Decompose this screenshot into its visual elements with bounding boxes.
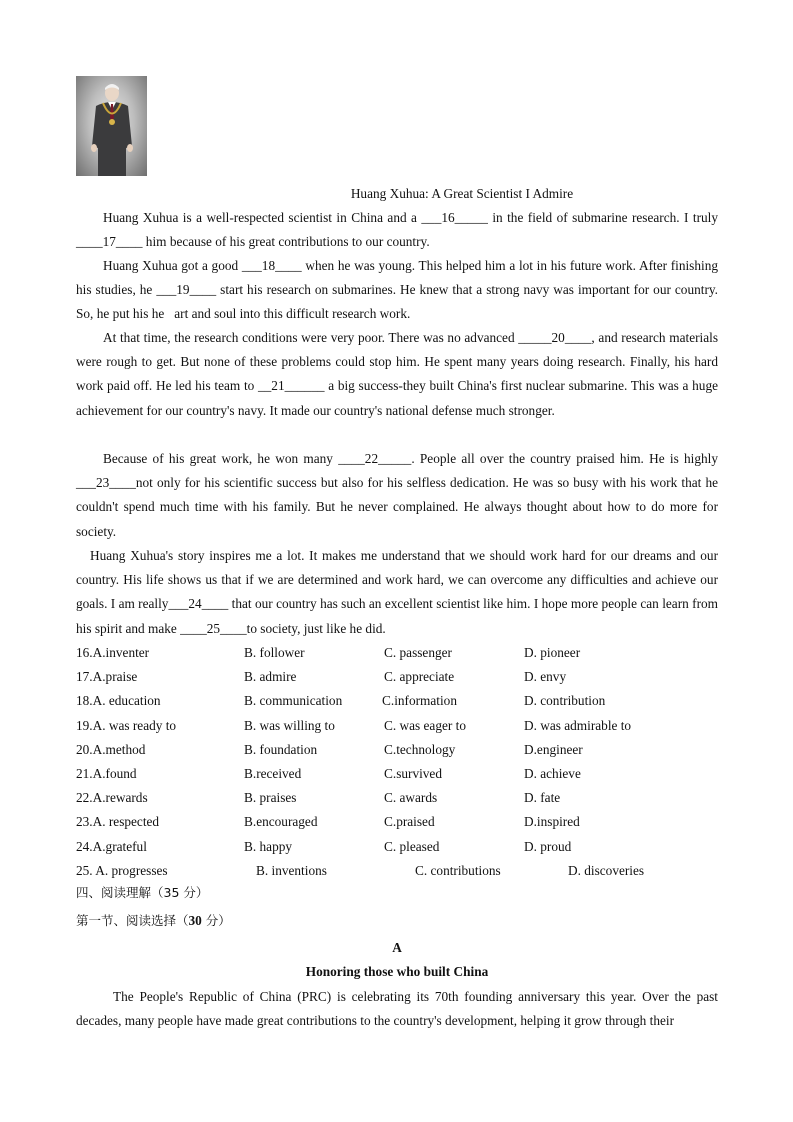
- option-b: B.received: [244, 765, 302, 781]
- option-c: C. contributions: [415, 862, 501, 878]
- option-d: D. discoveries: [568, 862, 645, 878]
- question-24-options: [76, 835, 718, 859]
- question-19-options: [76, 714, 718, 738]
- option-b: B. praises: [244, 790, 297, 806]
- option-b: B. happy: [244, 838, 293, 854]
- option-a: 21.A.found: [76, 765, 137, 781]
- option-d: D. fate: [524, 790, 561, 806]
- article-paragraph-1: Huang Xuhua is a well-respected scientist in China and a ___16_____ in the field of submarine research. I truly ____17____ him because of his great contributions to our country.: [76, 210, 718, 250]
- option-a: 19.A. was ready to: [76, 717, 177, 733]
- option-b: B. was willing to: [244, 717, 335, 733]
- option-d: D. achieve: [524, 765, 581, 781]
- question-22-options: [76, 786, 718, 810]
- option-d: D. was admirable to: [524, 717, 632, 733]
- option-b: B. inventions: [256, 862, 327, 878]
- option-c: C.technology: [384, 741, 456, 757]
- option-c: C.survived: [384, 765, 442, 781]
- option-c: C. was eager to: [384, 717, 466, 733]
- option-d: D. envy: [524, 669, 567, 685]
- passage-paragraph: The People's Republic of China (PRC) is celebrating its 70th founding anniversary this year. Over the past decades, many people have made great contributions to the country's development, helping it grow through their: [76, 989, 718, 1029]
- passage-title: Honoring those who built China: [305, 964, 489, 979]
- option-a: 24.A.grateful: [76, 838, 147, 854]
- option-b: B.encouraged: [244, 814, 318, 830]
- option-c: C. pleased: [384, 838, 440, 854]
- option-c: C. awards: [384, 790, 438, 806]
- article-title: Huang Xuhua: A Great Scientist I Admire: [350, 186, 574, 201]
- option-b: B. communication: [244, 693, 343, 709]
- option-d: D. contribution: [524, 693, 606, 709]
- option-c: C. passenger: [384, 645, 452, 660]
- option-a: 17.A.praise: [76, 669, 138, 685]
- option-a: 23.A. respected: [76, 814, 160, 830]
- section-heading: 四、阅读理解（35 分）: [76, 885, 209, 900]
- passage-label: A: [392, 940, 402, 955]
- article-paragraph-2: Huang Xuhua got a good ___18____ when he was young. This helped him a lot in his future work. After finishing his studies, he ___19____ start his research on submarines. He knew that a strong navy was important for our country. So, he put his he art and soul into this difficult research work.: [76, 258, 718, 322]
- question-20-options: [76, 738, 718, 762]
- section-subheading: [76, 909, 231, 933]
- question-23-options: [76, 810, 718, 834]
- subheading-prefix: 第一节、阅读选择（: [76, 913, 189, 928]
- option-d: D. proud: [524, 838, 572, 854]
- question-16-options: [76, 641, 718, 665]
- option-b: B. foundation: [244, 741, 318, 757]
- option-c: C.information: [382, 693, 457, 709]
- portrait-photo: [76, 76, 147, 176]
- article-paragraph-4: Because of his great work, he won many ____22_____. People all over the country praised him. He is highly ___23____not only for his scientific success but also for his selfless dedication. He was so busy with his work that he couldn't spend much time with his family. But he never complained. He always thought about how to do more for society.: [76, 451, 718, 539]
- option-a: 16.A.inventer: [76, 645, 150, 660]
- question-25-options: [76, 859, 718, 883]
- option-a: 18.A. education: [76, 693, 161, 709]
- question-18-options: [76, 689, 718, 713]
- option-a: 22.A.rewards: [76, 790, 148, 806]
- answer-options: [76, 641, 718, 883]
- option-c: C. appreciate: [384, 669, 455, 685]
- portrait-figure-icon: [76, 76, 147, 176]
- article-paragraph-5: Huang Xuhua's story inspires me a lot. It makes me understand that we should work hard for our dreams and our country. His life shows us that if we are determined and work hard, we can overcome any difficulties and achieve our goals. I am really___24____ that our country has such an excellent scientist like him. I hope more people can learn from his spirit and make ____25____to society, just like he did.: [76, 548, 718, 636]
- option-a: 25. A. progresses: [76, 862, 168, 878]
- option-b: B. follower: [244, 645, 305, 660]
- option-a: 20.A.method: [76, 741, 146, 757]
- article-paragraph-3: At that time, the research conditions were very poor. There was no advanced _____20____, and research materials were rough to get. But none of these problems could stop him. He spent many years doing research. Finally, his hard work paid off. He led his team to __21______ a big success-they built China's first nuclear submarine. This was a huge achievement for our country's navy. It made our country's national defense much stronger.: [76, 330, 718, 418]
- question-17-options: [76, 665, 718, 689]
- subheading-score: 30: [188, 913, 202, 928]
- subheading-suffix: 分）: [201, 913, 231, 928]
- option-c: C.praised: [384, 814, 435, 830]
- option-d: D.inspired: [524, 814, 580, 830]
- option-b: B. admire: [244, 669, 297, 685]
- option-d: D.engineer: [524, 741, 583, 757]
- option-d: D. pioneer: [524, 645, 581, 660]
- question-21-options: [76, 762, 718, 786]
